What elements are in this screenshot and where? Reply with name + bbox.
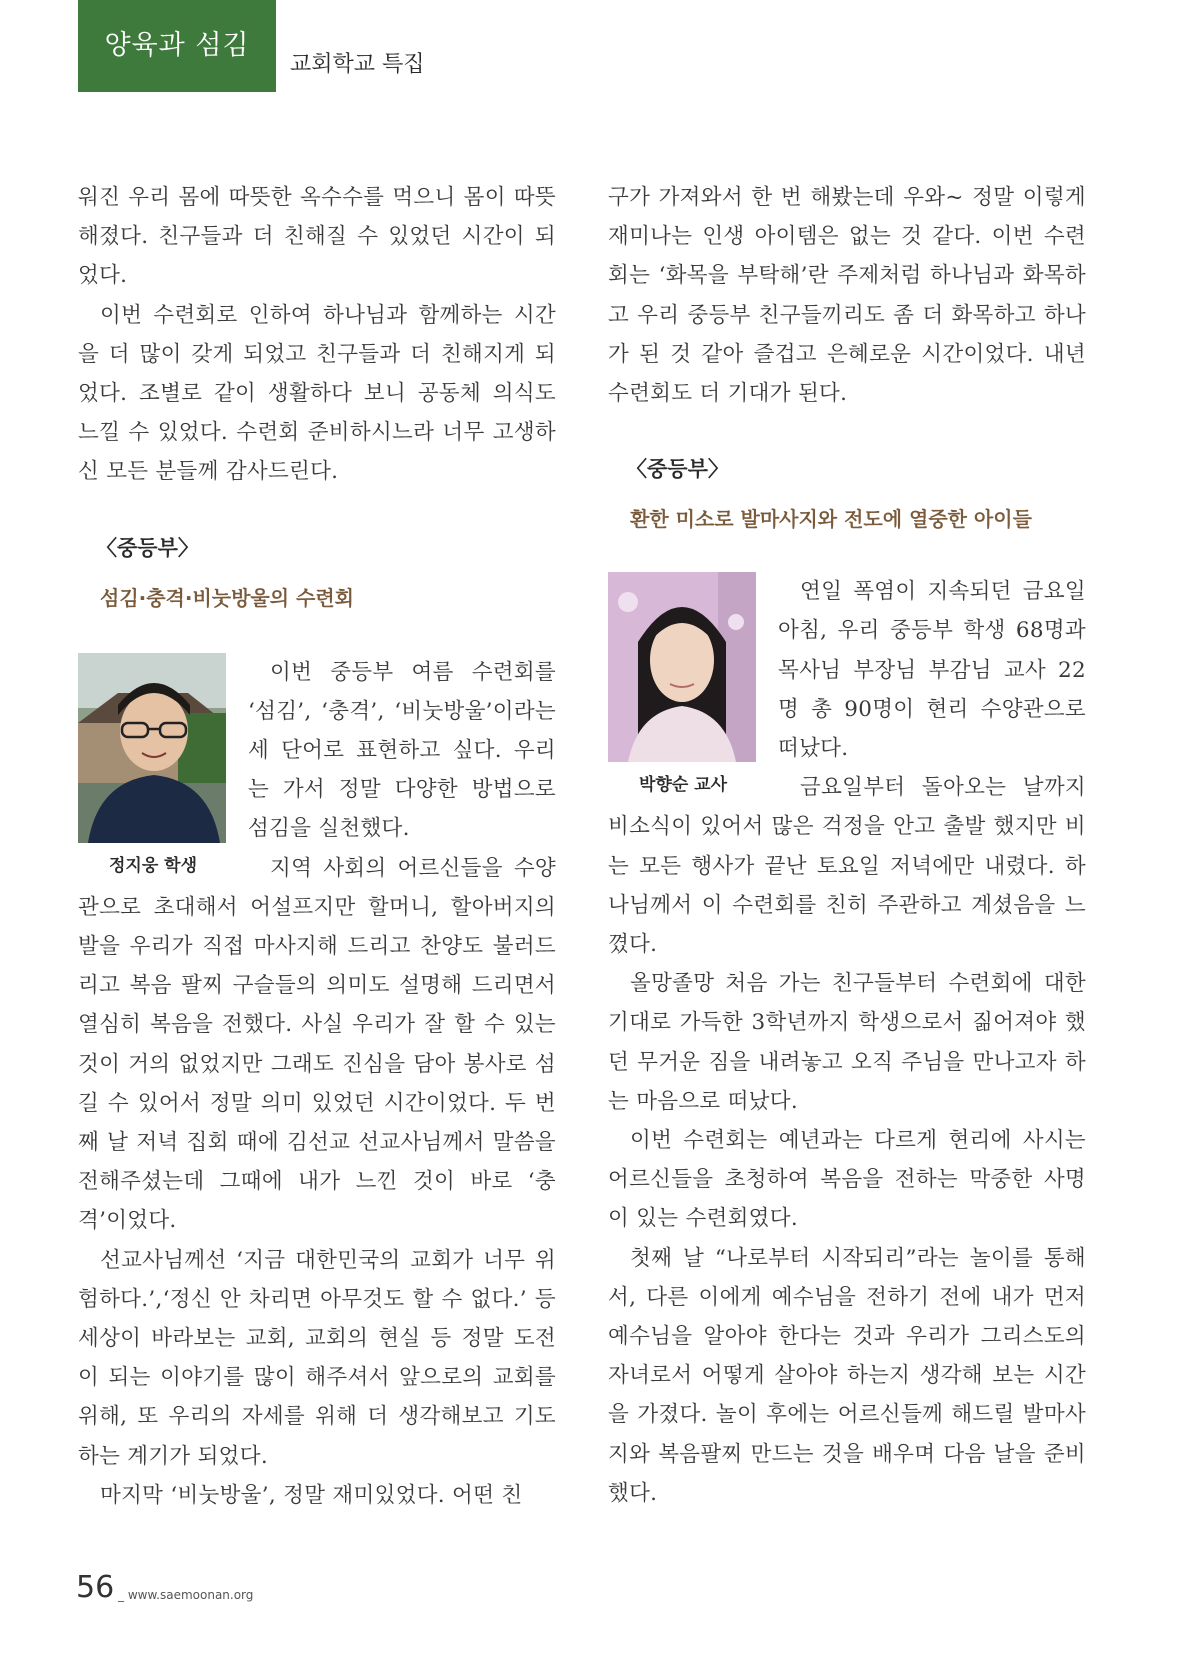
section-subtitle: 교회학교 특집	[290, 52, 425, 77]
left-column	[78, 178, 556, 1515]
section-label: 〈중등부〉	[96, 535, 199, 560]
teacher-photo	[608, 572, 756, 762]
paragraph: 첫째 날 “나로부터 시작되리”라는 놀이를 통해서, 다른 이에게 예수님을 전하기 전에 내가 먼저 예수님을 알아야 한다는 것과 우리가 그리스도의 자녀로서 어떻게 살아야 하는지 생각해 보는 시간을 가졌다. 놀이 후에는 어르신들께 해드릴 발마사지와 복음팔찌 만드는 것을 배우며 다음 날을 준비했다.	[608, 1245, 1086, 1506]
section-label: 〈중등부〉	[626, 457, 729, 482]
right-column	[608, 178, 1086, 1513]
paragraph: 워진 우리 몸에 따뜻한 옥수수를 먹으니 몸이 따뜻해졌다. 친구들과 더 친해질 수 있었던 시간이 되었다.	[78, 185, 556, 289]
photo-caption: 박향순 교사	[638, 775, 728, 796]
photo-caption: 정지웅 학생	[108, 855, 198, 876]
paragraph: 이번 수련회로 인하여 하나님과 함께하는 시간을 더 많이 갖게 되었고 친구들과 더 친해지게 되었다. 조별로 같이 생활하다 보니 공동체 의식도 느낄 수 있었다. 수련회 준비하시느라 너무 고생하신 모든 분들께 감사드린다.	[78, 302, 556, 485]
section-title: 섬김·충격·비눗방울의 수련회	[100, 585, 354, 610]
section-title: 환한 미소로 발마사지와 전도에 열중한 아이들	[630, 507, 1032, 532]
paragraph: 구가 가져와서 한 번 해봤는데 우와~ 정말 이렇게 재미나는 인생 아이템은 없는 것 같다. 이번 수련회는 ‘화목을 부탁해’란 주제처럼 하나님과 화목하고 우리 중등부 친구들끼리도 좀 더 화목하고 하나가 된 것 같아 즐겁고 은혜로운 시간이었다. 내년 수련회도 더 기대가 된다.	[608, 185, 1086, 407]
paragraph: 금요일부터 돌아오는 날까지 비소식이 있어서 많은 걱정을 안고 출발 했지만 비는 모든 행사가 끝난 토요일 저녁에만 내렸다. 하나님께서 이 수련회를 친히 주관하고 계셨음을 느꼈다.	[608, 775, 1086, 958]
student-photo	[78, 653, 226, 843]
paragraph: 선교사님께선 ‘지금 대한민국의 교회가 너무 위험하다.’,‘정신 안 차리면 아무것도 할 수 없다.’ 등 세상이 바라보는 교회, 교회의 현실 등 정말 도전이 되는 이야기를 많이 해주셔서 앞으로의 교회를 위해, 또 우리의 자세를 위해 더 생각해보고 기도하는 계기가 되었다.	[78, 1247, 556, 1469]
footer-url: _ www.saemoonan.org	[118, 1588, 254, 1602]
paragraph: 이번 중등부 여름 수련회를 ‘섬김’, ‘충격’, ‘비눗방울’이라는 세 단어로 표현하고 싶다. 우리는 가서 정말 다양한 방법으로 섬김을 실천했다.	[248, 659, 556, 842]
section-tab: 양육과 섬김	[78, 0, 276, 92]
student-photo-block	[78, 653, 228, 876]
paragraph: 올망졸망 처음 가는 친구들부터 수련회에 대한 기대로 가득한 3학년까지 학생으로서 짊어져야 했던 무거운 짐을 내려놓고 오직 주님을 만나고자 하는 마음으로 떠났다.	[608, 971, 1086, 1114]
paragraph: 마지막 ‘비눗방울’, 정말 재미있었다. 어떤 친	[100, 1482, 523, 1508]
paragraph: 이번 수련회는 예년과는 다르게 현리에 사시는 어르신들을 초청하여 복음을 전하는 막중한 사명이 있는 수련회였다.	[608, 1128, 1086, 1232]
paragraph: 지역 사회의 어르신들을 수양관으로 초대해서 어설프지만 할머니, 할아버지의 발을 우리가 직접 마사지해 드리고 찬양도 불러드리고 복음 팔찌 구슬들의 의미도 설명해 드리면서 열심히 복음을 전했다. 사실 우리가 잘 할 수 있는 것이 거의 없었지만 그래도 진심을 담아 봉사로 섬길 수 있어서 정말 의미 있었던 시간이었다. 두 번째 날 저녁 집회 때에 김선교 선교사님께서 말씀을 전해주셨는데 그때에 내가 느낀 것이 바로 ‘충격’이었다.	[78, 855, 556, 1234]
paragraph: 연일 폭염이 지속되던 금요일 아침, 우리 중등부 학생 68명과 목사님 부장님 부감님 교사 22명 총 90명이 현리 수양관으로 떠났다.	[778, 579, 1086, 762]
page-number: 56	[76, 1570, 115, 1605]
teacher-photo-block	[608, 572, 758, 795]
